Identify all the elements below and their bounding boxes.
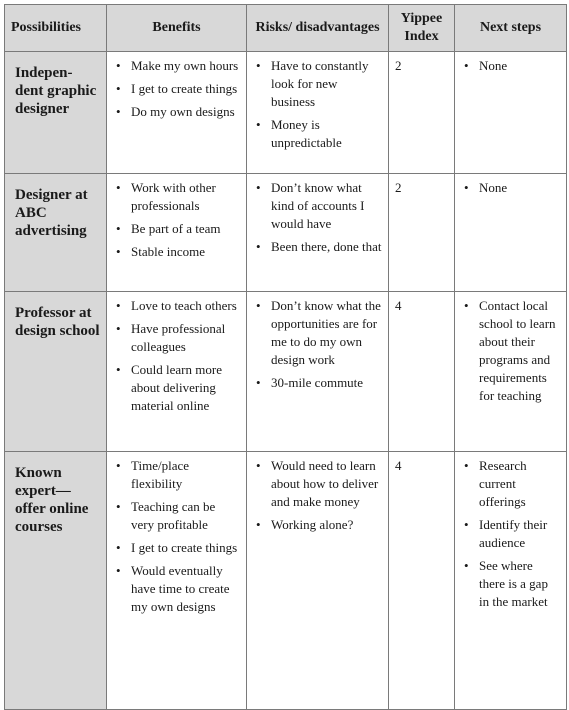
benefit-item: • I get to create things	[115, 80, 240, 98]
benefit-list	[115, 297, 240, 415]
benefit-list	[115, 179, 240, 261]
benefit-cell	[107, 174, 247, 292]
header-yippee-index: Yippee Index	[389, 5, 455, 52]
next-step-item: • Identify their audience	[463, 516, 560, 552]
table-row	[5, 452, 567, 710]
benefit-item: • Do my own designs	[115, 103, 240, 121]
risk-item: • Been there, done that	[255, 238, 382, 256]
header-row	[5, 5, 567, 52]
benefit-item: • Have professional colleagues	[115, 320, 240, 356]
benefit-item: • Make my own hours	[115, 57, 240, 75]
risk-cell	[247, 292, 389, 452]
risk-list	[255, 457, 382, 534]
benefit-cell	[107, 52, 247, 174]
benefit-cell	[107, 452, 247, 710]
table-row	[5, 174, 567, 292]
next-step-list	[463, 179, 560, 197]
benefit-list	[115, 57, 240, 121]
header-benefits: Benefits	[107, 5, 247, 52]
next-step-cell	[455, 174, 567, 292]
possibility-cell: Indepen- dent graphic designer	[5, 52, 107, 174]
risk-item: • 30-mile commute	[255, 374, 382, 392]
next-step-item: • None	[463, 179, 560, 197]
benefit-item: • Work with other professionals	[115, 179, 240, 215]
benefit-item: • Love to teach others	[115, 297, 240, 315]
risk-item: • Have to constantly look for new business	[255, 57, 382, 111]
risk-item: • Don’t know what kind of accounts I would have	[255, 179, 382, 233]
possibilities-table	[4, 4, 567, 710]
benefit-item: • Be part of a team	[115, 220, 240, 238]
next-step-list	[463, 57, 560, 75]
next-step-cell	[455, 452, 567, 710]
benefit-item: • Stable income	[115, 243, 240, 261]
benefit-list	[115, 457, 240, 616]
next-step-item: • Contact local school to learn about their programs and requirements for teaching	[463, 297, 560, 405]
next-step-item: • Research current offerings	[463, 457, 560, 511]
benefit-cell	[107, 292, 247, 452]
possibility-cell: Designer at ABC advertising	[5, 174, 107, 292]
risk-list	[255, 57, 382, 152]
risk-cell	[247, 52, 389, 174]
yippee-index-cell: 2	[389, 52, 455, 174]
yippee-index-cell: 4	[389, 292, 455, 452]
next-step-list	[463, 297, 560, 405]
risk-cell	[247, 452, 389, 710]
possibility-cell: Professor at design school	[5, 292, 107, 452]
table-row	[5, 292, 567, 452]
risk-item: • Working alone?	[255, 516, 382, 534]
next-step-item: • See where there is a gap in the market	[463, 557, 560, 611]
next-step-item: • None	[463, 57, 560, 75]
header-possibilities: Possibilities	[5, 5, 107, 52]
benefit-item: • Would eventually have time to create my own designs	[115, 562, 240, 616]
yippee-index-cell: 2	[389, 174, 455, 292]
table-body	[5, 52, 567, 710]
benefit-item: • Teaching can be very profitable	[115, 498, 240, 534]
risk-list	[255, 297, 382, 392]
next-step-cell	[455, 292, 567, 452]
possibility-cell: Known expert— offer online courses	[5, 452, 107, 710]
risk-item: • Would need to learn about how to deliver and make money	[255, 457, 382, 511]
benefit-item: • Time/place flexibility	[115, 457, 240, 493]
risk-item: • Don’t know what the opportunities are for me to do my own design work	[255, 297, 382, 369]
table-row	[5, 52, 567, 174]
risk-list	[255, 179, 382, 256]
header-risks: Risks/ disadvantages	[247, 5, 389, 52]
risk-cell	[247, 174, 389, 292]
benefit-item: • I get to create things	[115, 539, 240, 557]
risk-item: • Money is unpredictable	[255, 116, 382, 152]
next-step-list	[463, 457, 560, 611]
next-step-cell	[455, 52, 567, 174]
yippee-index-cell: 4	[389, 452, 455, 710]
benefit-item: • Could learn more about delivering material online	[115, 361, 240, 415]
header-next-steps: Next steps	[455, 5, 567, 52]
